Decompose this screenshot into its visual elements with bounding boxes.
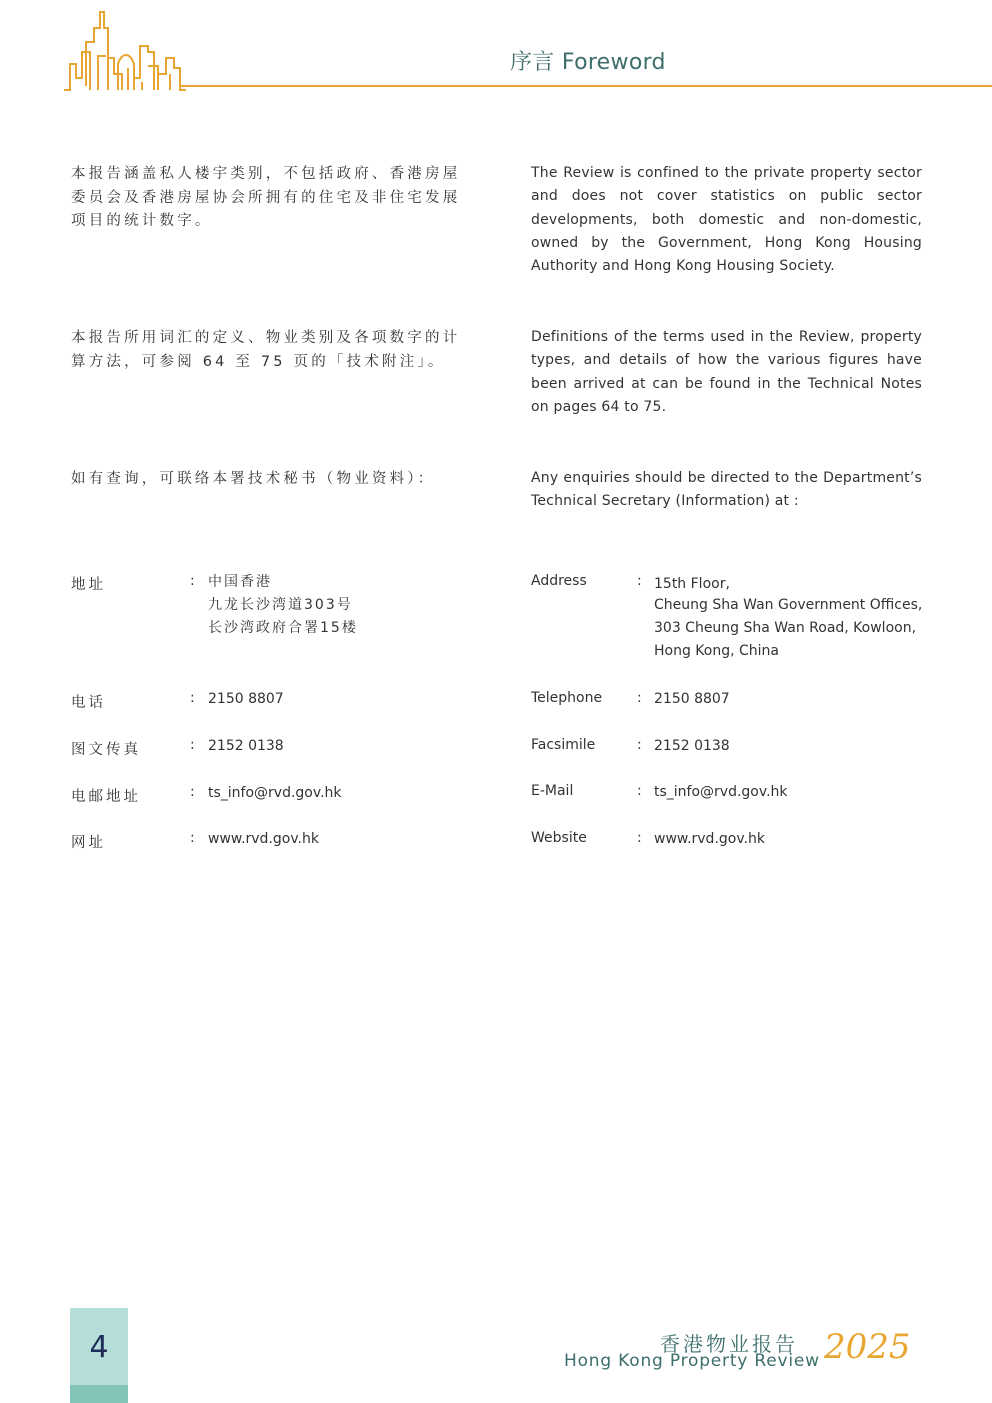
definitions-paragraph-en: Definitions of the terms used in the Review, property types, and details of how the various figures have been arrived at can be found in the Technical Notes on pages 64 to 75. [531, 329, 922, 415]
address-line2-zh: 九龙长沙湾道303号 [208, 597, 353, 613]
website-link-en[interactable]: www.rvd.gov.hk [654, 831, 765, 847]
website-label-zh: 网址 [71, 835, 106, 851]
address-line1-en: 15th Floor, [654, 576, 730, 592]
fax-value-zh: 2152 0138 [208, 738, 284, 754]
scope-paragraph-en: The Review is confined to the private property sector and does not cover statistics on public sector developments, both domestic and non-domestic, owned by the Government, Hong Kong Housing Authority and Hong Kong Housing Society. [531, 165, 922, 275]
address-colon-en: : [637, 573, 642, 589]
telephone-colon-zh: : [190, 690, 195, 706]
telephone-value-en: 2150 8807 [654, 691, 730, 707]
email-link-zh[interactable]: ts_info@rvd.gov.hk [208, 785, 342, 801]
email-label-en: E-Mail [531, 783, 574, 799]
email-colon-en: : [637, 783, 642, 799]
definitions-paragraph-zh: 本报告所用词汇的定义、物业类别及各项数字的计算方法，可参阅 64 至 75 页的「技术附注」。 [71, 330, 461, 370]
telephone-colon-en: : [637, 690, 642, 706]
enquiries-paragraph-en: Any enquiries should be directed to the Department’s Technical Secretary (Information) at : [531, 470, 922, 510]
address-line2-en: Cheung Sha Wan Government Offices, [654, 597, 923, 613]
footer-title-zh: 香港物业报告 [660, 1332, 798, 1356]
telephone-value-zh: 2150 8807 [208, 691, 284, 707]
enquiries-paragraph-zh: 如有查询，可联络本署技术秘书（物业资料）： [71, 471, 436, 487]
page-number: 4 [89, 1330, 109, 1365]
email-label-zh: 电邮地址 [71, 789, 141, 805]
address-label-en: Address [531, 573, 587, 589]
svg-text:2025: 2025 [824, 1327, 911, 1367]
fax-value-en: 2152 0138 [654, 738, 730, 754]
address-colon-zh: : [190, 573, 195, 589]
address-line3-en: 303 Cheung Sha Wan Road, Kowloon, [654, 620, 917, 636]
telephone-label-zh: 电话 [71, 695, 106, 711]
website-label-en: Website [531, 830, 587, 846]
address-line1-zh: 中国香港 [208, 574, 272, 590]
website-link-zh[interactable]: www.rvd.gov.hk [208, 831, 319, 847]
footer-year [822, 1322, 912, 1370]
page-title: 序言 Foreword [510, 50, 666, 75]
website-colon-zh: : [190, 830, 195, 846]
telephone-label-en: Telephone [531, 690, 603, 706]
address-line4-en: Hong Kong, China [654, 643, 780, 659]
header-rule [180, 85, 992, 87]
address-line3-zh: 长沙湾政府合署15楼 [208, 620, 358, 636]
fax-label-en: Facsimile [531, 737, 596, 753]
address-label-zh: 地址 [71, 577, 106, 593]
page-number-strip [70, 1385, 128, 1403]
website-colon-en: : [637, 830, 642, 846]
city-skyline-logo [62, 8, 187, 94]
scope-paragraph-zh: 本报告涵盖私人楼宇类别，不包括政府、香港房屋委员会及香港房屋协会所拥有的住宅及非住宅发展项目的统计数字。 [71, 166, 461, 229]
email-colon-zh: : [190, 784, 195, 800]
fax-colon-en: : [637, 737, 642, 753]
fax-colon-zh: : [190, 737, 195, 753]
footer-title-en: Hong Kong Property Review [564, 1351, 820, 1371]
email-link-en[interactable]: ts_info@rvd.gov.hk [654, 784, 788, 800]
fax-label-zh: 图文传真 [71, 742, 141, 758]
